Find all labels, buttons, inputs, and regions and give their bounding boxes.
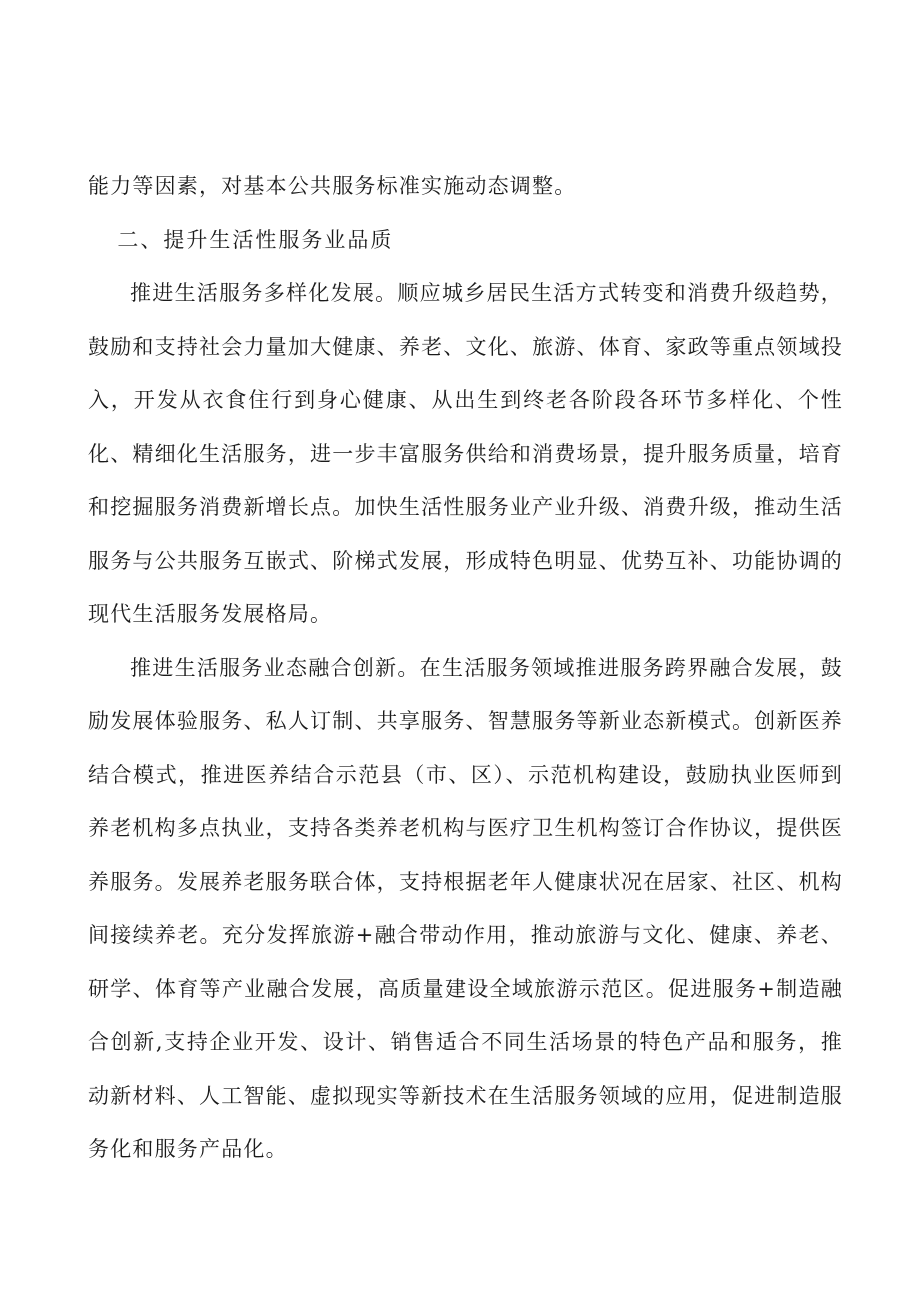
continuation-paragraph: 能力等因素，对基本公共服务标准实施动态调整。 <box>88 174 577 198</box>
document-body <box>88 160 843 1177</box>
body-paragraph-1: 推进生活服务多样化发展。顺应城乡居民生活方式转变和消费升级趋势，鼓励和支持社会力量加大健康、养老、文化、旅游、体育、家政等重点领域投入，开发从衣食住行到身心健康、从出生到终老各阶段各环节多样化、个性化、精细化生活服务，进一步丰富服务供给和消费场景，提升服务质量，培育和挖掘服务消费新增长点。加快生活性服务业产业升级、消费升级，推动生活服务与公共服务互嵌式、阶梯式发展，形成特色明显、优势互补、功能协调的现代生活服务发展格局。 <box>88 281 843 626</box>
body-paragraph-2: 推进生活服务业态融合创新。在生活服务领域推进服务跨界融合发展，鼓励发展体验服务、私人订制、共享服务、智慧服务等新业态新模式。创新医养结合模式，推进医养结合示范县（市、区）、示范机构建设，鼓励执业医师到养老机构多点执业，支持各类养老机构与医疗卫生机构签订合作协议，提供医养服务。发展养老服务联合体，支持根据老年人健康状况在居家、社区、机构间接续养老。充分发挥旅游+融合带动作用，推动旅游与文化、健康、养老、研学、体育等产业融合发展，高质量建设全域旅游示范区。促进服务+制造融合创新,支持企业开发、设计、销售适合不同生活场景的特色产品和服务，推动新材料、人工智能、虚拟现实等新技术在生活服务领域的应用，促进制造服务化和服务产品化。 <box>88 655 843 1161</box>
section-heading: 二、提升生活性服务业品质 <box>117 227 394 252</box>
